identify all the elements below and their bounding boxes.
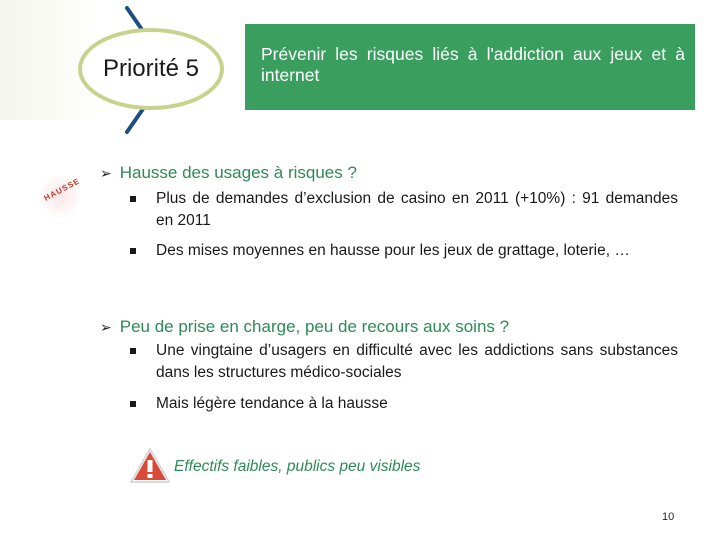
section-heading-text: Peu de prise en charge, peu de recours aux soins ? (119, 317, 510, 336)
header-band (245, 24, 695, 110)
section-heading (100, 317, 509, 337)
arrow-bullet-icon: ➢ (100, 318, 112, 335)
arrow-bullet-icon: ➢ (100, 164, 112, 181)
warning-text: Effectifs faibles, publics peu visibles (174, 458, 421, 475)
square-bullet-icon (130, 248, 136, 254)
bullet-text: Mais légère tendance à la hausse (156, 395, 388, 412)
bullet-text: Une vingtaine d’usagers en difficulté avec les addictions sans substances dans les structures médico-sociales (156, 342, 678, 381)
square-bullet-icon (130, 401, 136, 407)
bullet-item (128, 393, 678, 415)
bullet-text: Des mises moyennes en hausse pour les jeux de grattage, loterie, … (156, 242, 630, 259)
page-number: 10 (662, 511, 675, 523)
warning-icon (128, 446, 172, 486)
slide-title: Prévenir les risques liés à l'addiction aux jeux et à internet (261, 44, 685, 85)
section-heading-text: Hausse des usages à risques ? (119, 163, 357, 182)
bullet-item (128, 188, 678, 232)
hausse-badge (38, 176, 82, 220)
priority-label: Priorité 5 (102, 55, 200, 82)
bullet-item (128, 340, 678, 384)
priority-ellipse (78, 28, 224, 110)
badge-text: HAUSSE (42, 176, 82, 203)
square-bullet-icon (130, 348, 136, 354)
square-bullet-icon (130, 196, 136, 202)
bullet-item (128, 240, 678, 262)
bullet-text: Plus de demandes d’exclusion de casino en 2011 (+10%) : 91 demandes en 2011 (156, 190, 678, 229)
section-heading (100, 163, 357, 183)
